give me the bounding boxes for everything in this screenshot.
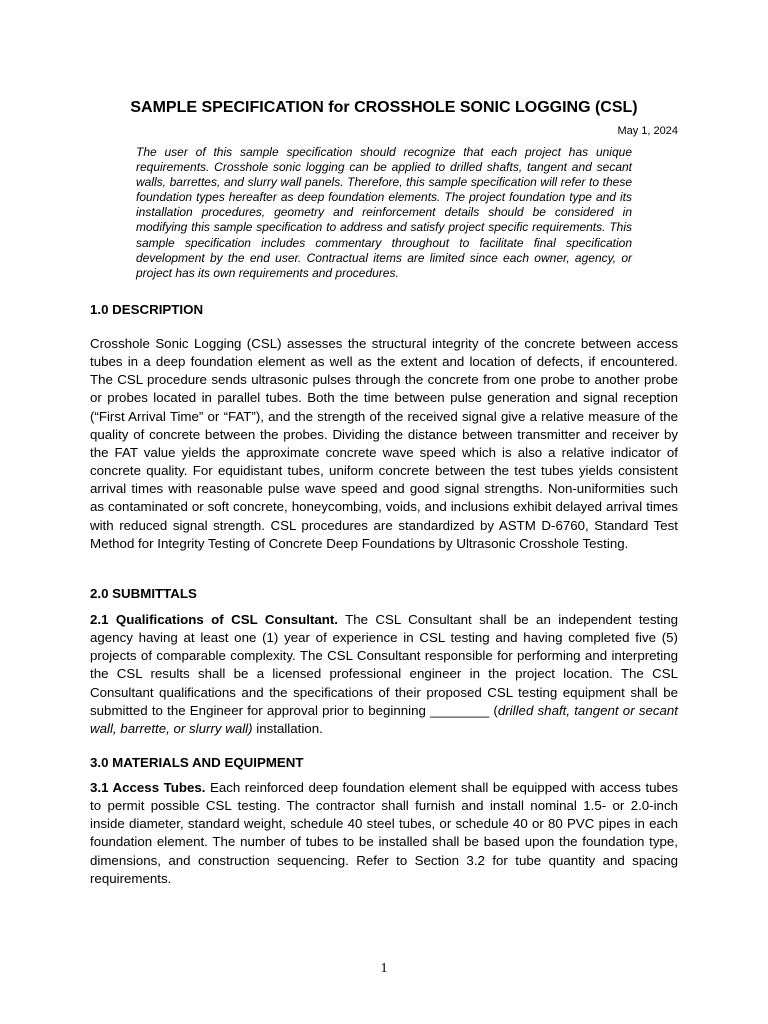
page-number: 1 xyxy=(380,961,388,976)
description-paragraph: Crosshole Sonic Logging (CSL) assesses the structural integrity of the concrete between access tubes in a deep foundation element as well as the extent and location of defects, if encountered. The CSL procedure sends ultrasonic pulses through the concrete from one probe to another probe or probes located in parallel tubes. Both the time between pulse generation and signal reception (“First Arrival Time” or “FAT”), and the strength of the received signal give a relative measure of the quality of concrete between the probes. Dividing the distance between transmitter and receiver by the FAT value yields the approximate concrete wave speed which is also a relative indicator of concrete quality. For equidistant tubes, uniform concrete between the test tubes yields consistent arrival times with reasonable pulse wave speed and good signal strengths. Non-uniformities such as contaminated or soft concrete, honeycombing, voids, and inclusions exhibit delayed arrival times with reduced signal strength. CSL procedures are standardized by ASTM D-6760, Standard Test Method for Integrity Testing of Concrete Deep Foundations by Ultrasonic Crosshole Testing. xyxy=(90,336,678,551)
section-heading-submittals: 2.0 SUBMITTALS xyxy=(90,586,197,601)
materials-body: Each reinforced deep foundation element shall be equipped with access tubes to permit possible CSL testing. The contractor shall furnish and install nominal 1.5- or 2.0-inch inside diameter, standard weight, schedule 40 steel tubes, or schedule 40 or 80 PVC pipes in each foundation element. The number of tubes to be installed shall be based upon the foundation type, dimensions, and construction sequencing. Refer to Section 3.2 for tube quantity and spacing requirements. xyxy=(90,780,678,886)
materials-paragraph xyxy=(90,779,678,888)
submittals-italic: drilled shaft, tangent or secant wall, barrette, or slurry wall) xyxy=(90,702,678,736)
submittals-paragraph xyxy=(90,611,678,738)
subsection-label-access-tubes: 3.1 Access Tubes. xyxy=(90,780,206,795)
section-heading-materials: 3.0 MATERIALS AND EQUIPMENT xyxy=(90,755,304,770)
document-date: May 1, 2024 xyxy=(617,125,678,137)
submittals-body: The CSL Consultant shall be an independent testing agency having at least one (1) year of experience in CSL testing and having completed five (5) projects of comparable complexity. The CSL Consultant responsible for performing and interpreting the CSL results shall be a licensed professional engineer in the project location. The CSL Consultant qualifications and the specifications of their proposed CSL testing equipment shall be submitted to the Engineer for approval prior to beginning ________ ( xyxy=(90,612,678,718)
intro-commentary: The user of this sample specification should recognize that each project has unique requirements. Crosshole sonic logging can be applied to drilled shafts, tangent and secant walls, barrettes, and slurry wall panels. Therefore, this sample specification will refer to these foundation types hereafter as deep foundation elements. The project foundation type and its installation procedures, geometry and reinforcement details should be considered in modifying this sample specification to address and satisfy project specific requirements. This sample specification includes commentary throughout to facilitate final specification development by the end user. Contractual items are limited since each owner, agency, or project has its own requirements and procedures. xyxy=(136,145,632,280)
section-heading-description: 1.0 DESCRIPTION xyxy=(90,302,204,317)
document-title: SAMPLE SPECIFICATION for CROSSHOLE SONIC LOGGING (CSL) xyxy=(130,99,638,116)
subsection-label-qualifications: 2.1 Qualifications of CSL Consultant. xyxy=(90,612,338,627)
submittals-tail: installation. xyxy=(252,720,323,736)
